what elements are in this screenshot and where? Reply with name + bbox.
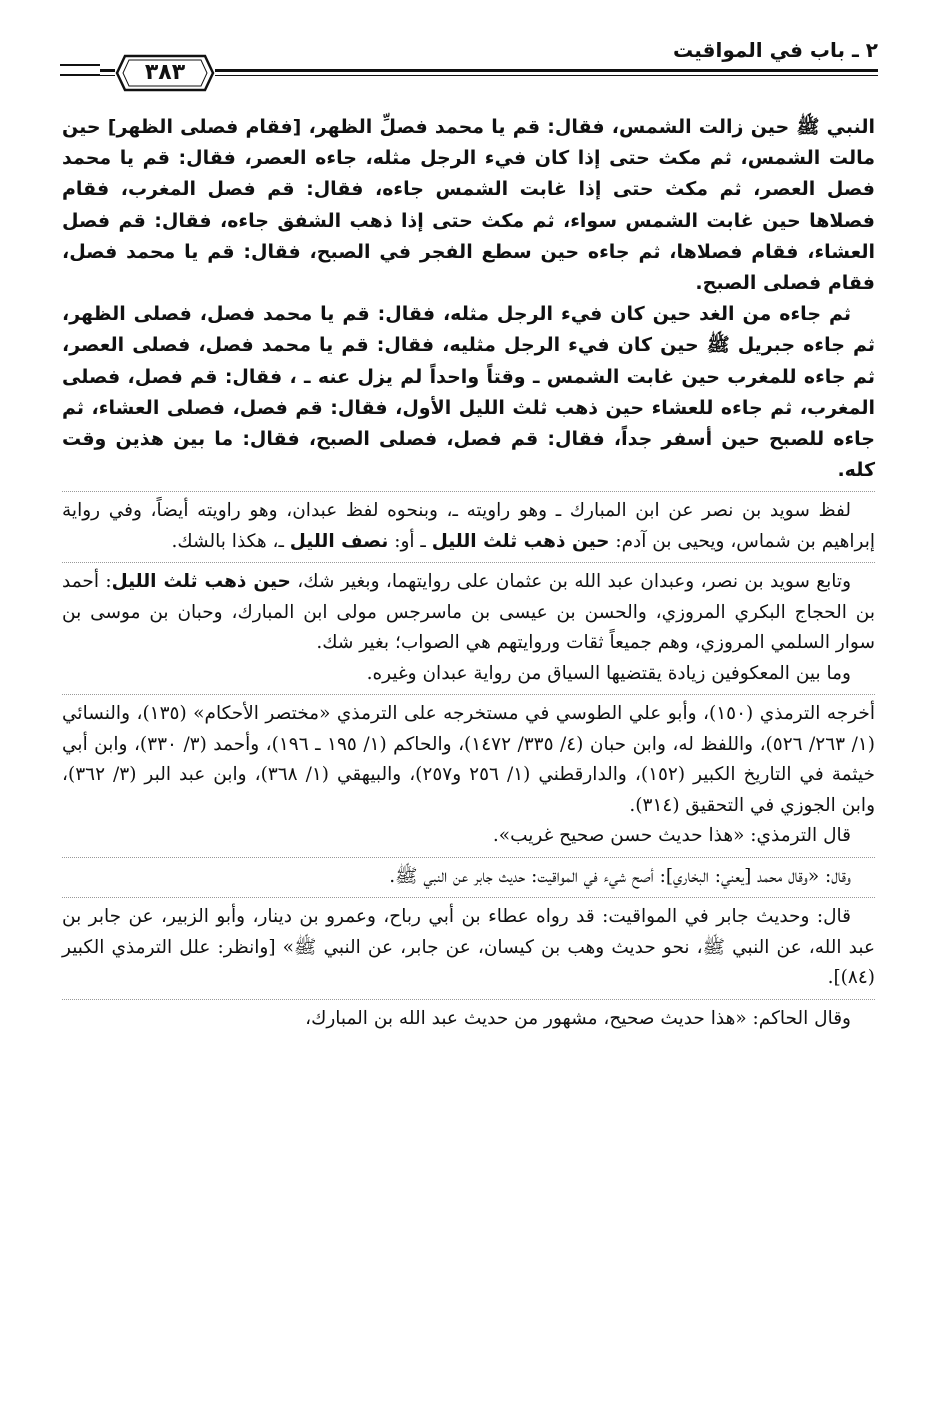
section-divider [62, 562, 875, 563]
text-span: ـ أو: [388, 530, 432, 552]
page-number-frame [115, 52, 215, 94]
commentary-paragraph: وقال: «وقال محمد [يعني: البخاري]: أصح شيء في المواقيت: حديث جابر عن النبي ﷺ. [389, 865, 851, 887]
commentary-paragraph [62, 496, 875, 557]
text-span: ـ، هكذا بالشك. [171, 530, 290, 552]
commentary-paragraph: وقال الحاكم: «هذا حديث صحيح، مشهور من حديث عبد الله بن المبارك، [305, 1007, 851, 1029]
section-divider [62, 999, 875, 1000]
hadith-paragraph: ثم جاءه من الغد حين كان فيء الرجل مثله، فقال: قم يا محمد فصل، فصلى الظهر، ثم جاءه جبريل ﷺ حين كان فيء الرجل مثليه، فقال: قم يا محمد فصل، فصلى العصر، ثم جاءه للمغرب حين غابت الشمس ـ وقتاً واحداً لم يزل عنه ـ ، فقال: قم فصل، فصلى المغرب، ثم جاءه للعشاء حين ذهب ثلث الليل الأول، فقال: قم فصل، فصلى العشاء، ثم جاءه للصبح حين أسفر جداً، فقال: قم فصل، فصلى الصبح، فقال: ما بين هذين وقت كله. [62, 303, 875, 482]
text-span: : أحمد بن الحجاج البكري المروزي، والحسن بن عيسى بن ماسرجس مولى ابن المبارك، وحبان بن موسى بن سوار السلمي المروزي، وهم جميعاً ثقات وروايتهم هي الصواب؛ بغير شك. [62, 571, 875, 654]
text-span: وتابع سويد بن نصر، وعبدان عبد الله بن عثمان على روايتهما، وبغير شك، [290, 571, 852, 593]
section-divider [62, 694, 875, 695]
bold-phrase: حين ذهب ثلث الليل [111, 571, 291, 593]
commentary-paragraph: أخرجه الترمذي (١٥٠)، وأبو علي الطوسي في مستخرجه على الترمذي «مختصر الأحكام» (١٣٥)، والنسائي (١/ ٢٦٣/ ٥٢٦)، واللفظ له، وابن حبان (٤/ ٣٣٥/ ١٤٧٢)، والحاكم (١/ ١٩٥ ـ ١٩٦)، وأحمد (٣/ ٣٣٠)، وابن أبي خيثمة في التاريخ الكبير (١٥٢)، والدارقطني (١/ ٢٥٦ و٢٥٧)، والبيهقي (١/ ٣٦٨)، وابن عبد البر (٣/ ٣٦٢)، وابن الجوزي في التحقيق (٣١٤). [62, 703, 875, 816]
page-number: ٣٨٣ [144, 60, 186, 85]
text-span: لفظ سويد بن نصر عن ابن المبارك ـ وهو راويته ـ، وبنحوه لفظ عبدان، وهو راويته أيضاً، وفي رواية إبراهيم بن شماس، ويحيى بن آدم: [62, 500, 875, 552]
commentary-paragraph: قال: وحديث جابر في المواقيت: قد رواه عطاء بن أبي رباح، وعمرو بن دينار، وأبو الزبير، عن جابر بن عبد الله، عن النبي ﷺ، نحو حديث وهب بن كيسان، عن جابر، عن النبي ﷺ» [وانظر: علل الترمذي الكبير (٨٤)]. [62, 906, 875, 989]
hadith-paragraph: النبي ﷺ حين زالت الشمس، فقال: قم يا محمد فصلِّ الظهر، [فقام فصلى الظهر] حين مالت الشمس، ثم مكث حتى إذا كان فيء الرجل مثله، جاءه العصر، فقال: قم يا محمد فصل العصر، ثم مكث حتى إذا غابت الشمس جاءه، فقال: قم فصل المغرب، فقام فصلاها حين غابت الشمس سواء، ثم مكث حتى إذا ذهب الشفق جاءه، فقال: قم فصل العشاء، فقام فصلاها، ثم جاءه حين سطع الفجر في الصبح، فقال: قم يا محمد فصل، فقام فصلى الصبح. [62, 116, 875, 295]
commentary-paragraph: قال الترمذي: «هذا حديث حسن صحيح غريب». [492, 825, 851, 847]
running-title: ٢ ـ باب في المواقيت [673, 38, 878, 62]
commentary-paragraph: وما بين المعكوفين زيادة يقتضيها السياق من رواية عبدان وغيره. [366, 662, 851, 684]
section-divider [62, 897, 875, 898]
bold-phrase: نصف الليل [289, 530, 389, 552]
page-body [62, 112, 875, 1034]
bold-phrase: حين ذهب ثلث الليل [431, 530, 610, 552]
header-ornament-left [60, 64, 100, 76]
section-divider [62, 857, 875, 858]
page-header [60, 38, 878, 108]
commentary-paragraph [62, 567, 875, 659]
section-divider [62, 491, 875, 492]
